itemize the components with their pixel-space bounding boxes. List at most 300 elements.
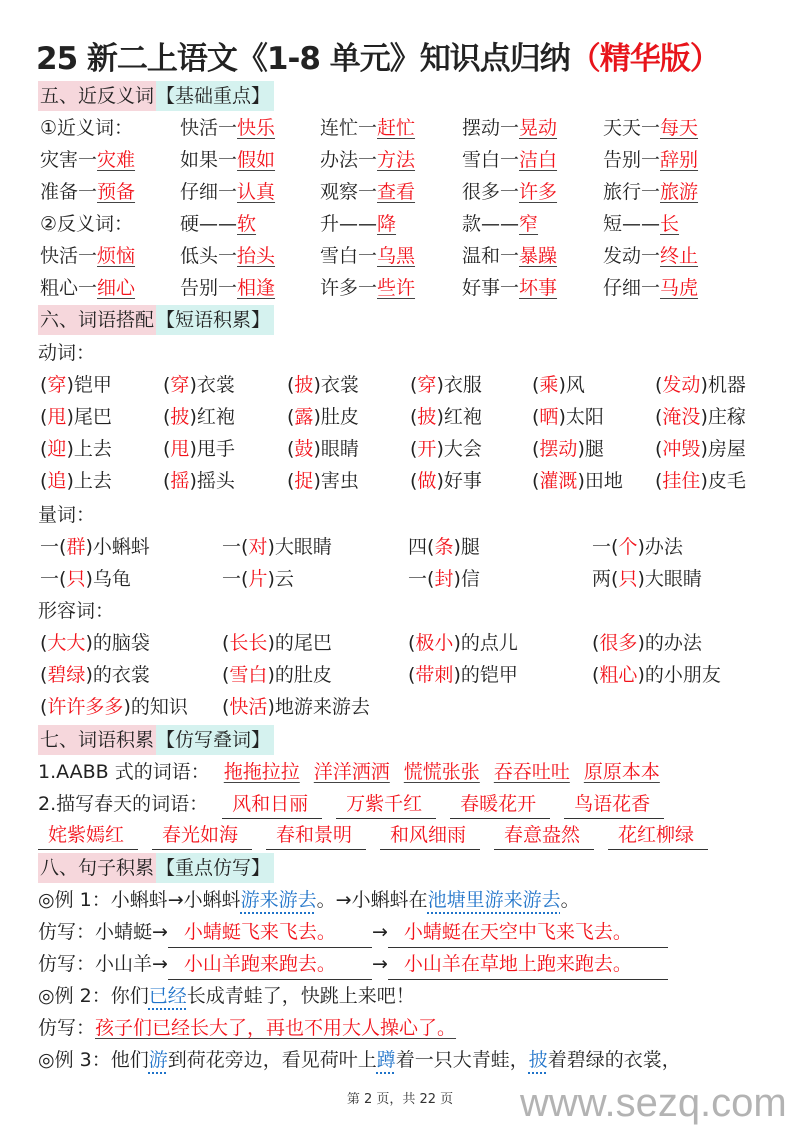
filled-word: 甩 bbox=[47, 406, 67, 428]
answer-word: 预备 bbox=[97, 181, 136, 203]
phrase bbox=[40, 660, 150, 690]
phrase bbox=[40, 434, 112, 464]
paren: ( bbox=[532, 438, 540, 460]
word: 观察一 bbox=[320, 181, 378, 203]
phrase bbox=[222, 564, 294, 594]
word-pair bbox=[603, 145, 698, 175]
phrase-tail: 衣裳 bbox=[196, 374, 235, 396]
paren: ) bbox=[637, 536, 645, 558]
phrase-tail: 的点儿 bbox=[460, 632, 518, 654]
word: 连忙一 bbox=[320, 117, 378, 139]
phrase bbox=[163, 402, 235, 432]
paren: ( bbox=[40, 374, 48, 396]
filled-word: 穿 bbox=[47, 374, 67, 396]
phrase-tail: 上去 bbox=[73, 470, 112, 492]
phrase-tail: 的脑袋 bbox=[92, 632, 150, 654]
filled-word: 只 bbox=[66, 568, 86, 590]
paren: ( bbox=[241, 568, 249, 590]
synonym-antonym-row bbox=[0, 145, 800, 175]
paren: ( bbox=[222, 664, 230, 686]
paren: ) bbox=[436, 470, 444, 492]
filled-word: 大大 bbox=[47, 632, 86, 654]
spring-word: 风和日丽 bbox=[222, 790, 322, 819]
phrase-tail: 的知识 bbox=[130, 696, 188, 718]
synonym-antonym-row bbox=[0, 177, 800, 207]
paren: ) bbox=[558, 406, 566, 428]
paren: ) bbox=[313, 438, 321, 460]
sentence bbox=[38, 885, 580, 915]
section-title: 八、句子积累 bbox=[38, 853, 156, 883]
phrase bbox=[222, 532, 332, 562]
paren: ( bbox=[40, 406, 48, 428]
paren: ) bbox=[453, 536, 461, 558]
phrase-tail: 小蝌蚪 bbox=[92, 536, 150, 558]
answer-word: 查看 bbox=[377, 181, 416, 203]
phrase bbox=[532, 466, 623, 496]
sentence-text: 仿写：小蜻蜓→ bbox=[38, 921, 168, 943]
title-main: 25 新二上语文《1-8 单元》知识点归纳 bbox=[36, 41, 570, 77]
filled-word: 摇 bbox=[170, 470, 190, 492]
paren: ( bbox=[287, 374, 295, 396]
section-header-8 bbox=[38, 853, 274, 883]
word-pair bbox=[603, 209, 679, 239]
spring-word: 鸟语花香 bbox=[564, 790, 664, 819]
phrase-row bbox=[0, 532, 800, 562]
answer-sentence: 小山羊在草地上跑来跑去。 bbox=[388, 949, 668, 980]
phrase bbox=[287, 370, 359, 400]
answer-word: 软 bbox=[237, 213, 257, 235]
word: ②反义词： bbox=[40, 213, 134, 235]
phrase-tail: 上去 bbox=[73, 438, 112, 460]
phrase bbox=[163, 370, 235, 400]
phrase bbox=[592, 660, 721, 690]
filled-word: 对 bbox=[248, 536, 268, 558]
synonym-antonym-row bbox=[0, 209, 800, 239]
emphasized-word: 已经 bbox=[148, 985, 187, 1007]
paren: ) bbox=[267, 568, 275, 590]
sentence-text: ◎例 2：你们 bbox=[38, 985, 149, 1007]
phrase bbox=[655, 466, 746, 496]
spring-word: 花红柳绿 bbox=[608, 821, 708, 850]
phrase-tail: 铠甲 bbox=[73, 374, 112, 396]
section-subtitle: 【短语积累】 bbox=[156, 305, 274, 335]
phrase-tail: 风 bbox=[565, 374, 585, 396]
filled-word: 追 bbox=[47, 470, 67, 492]
phrase bbox=[287, 434, 359, 464]
emphasized-word: 披 bbox=[528, 1049, 548, 1071]
word-pair bbox=[320, 145, 415, 175]
word-pair bbox=[180, 209, 256, 239]
synonym-antonym-row bbox=[0, 113, 800, 143]
phrase-row bbox=[0, 370, 800, 400]
word-pair bbox=[603, 113, 698, 143]
verb-label: 动词： bbox=[38, 342, 96, 364]
aabb-word: 洋洋洒洒 bbox=[313, 761, 390, 783]
paren: ( bbox=[655, 438, 663, 460]
sentence-text: 仿写：小山羊→ bbox=[38, 953, 168, 975]
word-pair bbox=[180, 177, 275, 207]
phrase bbox=[532, 402, 604, 432]
filled-word: 极小 bbox=[415, 632, 454, 654]
prefix: 一 bbox=[40, 568, 60, 590]
answer-word: 赶忙 bbox=[377, 117, 416, 139]
word-pair bbox=[180, 113, 275, 143]
sentence-text: 。→小蝌蚪在 bbox=[316, 889, 428, 911]
filled-word: 片 bbox=[248, 568, 268, 590]
prefix: 一 bbox=[408, 568, 428, 590]
filled-word: 甩 bbox=[170, 438, 190, 460]
spring-word: 春光如海 bbox=[152, 821, 252, 850]
phrase-tail: 甩手 bbox=[196, 438, 235, 460]
aabb-word: 慌慌张张 bbox=[403, 761, 480, 783]
sentence-row bbox=[0, 885, 800, 915]
sentence bbox=[38, 1013, 456, 1043]
phrase-tail: 摇头 bbox=[196, 470, 235, 492]
sentence-row bbox=[0, 917, 800, 947]
aabb-word: 吞吞吐吐 bbox=[493, 761, 570, 783]
sentence-text: ◎例 1：小蝌蚪→小蝌蚪 bbox=[38, 889, 241, 911]
answer-word: 细心 bbox=[97, 277, 136, 299]
word: 如果一 bbox=[180, 149, 238, 171]
paren: ( bbox=[592, 664, 600, 686]
filled-word: 披 bbox=[417, 406, 437, 428]
phrase-tail: 皮毛 bbox=[707, 470, 746, 492]
paren: ) bbox=[123, 696, 131, 718]
phrase-tail: 大会 bbox=[443, 438, 482, 460]
paren: ( bbox=[222, 632, 230, 654]
emphasized-word: 蹲 bbox=[376, 1049, 396, 1071]
paren: ) bbox=[313, 374, 321, 396]
paren: ) bbox=[700, 470, 708, 492]
phrase-tail: 的衣裳 bbox=[92, 664, 150, 686]
phrase bbox=[163, 466, 235, 496]
phrase bbox=[40, 402, 112, 432]
filled-word: 鼓 bbox=[294, 438, 314, 460]
section-title: 七、词语积累 bbox=[38, 725, 156, 755]
aabb-row bbox=[0, 757, 800, 787]
aabb-word: 拖拖拉拉 bbox=[223, 761, 300, 783]
paren: ( bbox=[655, 374, 663, 396]
phrase-tail: 太阳 bbox=[565, 406, 604, 428]
paren: ) bbox=[637, 632, 645, 654]
sentence bbox=[38, 949, 668, 980]
answer-word: 相逢 bbox=[237, 277, 276, 299]
phrase-tail: 的尾巴 bbox=[274, 632, 332, 654]
filled-word: 开 bbox=[417, 438, 437, 460]
sentence-row bbox=[0, 981, 800, 1011]
phrase-tail: 衣裳 bbox=[320, 374, 359, 396]
filled-word: 只 bbox=[618, 568, 638, 590]
sentence-text: 到荷花旁边，看见荷叶上 bbox=[167, 1049, 377, 1071]
phrase-tail: 机器 bbox=[707, 374, 746, 396]
phrase-tail: 大眼睛 bbox=[274, 536, 332, 558]
word: 升—— bbox=[320, 213, 378, 235]
filled-word: 雪白 bbox=[229, 664, 268, 686]
word-pair bbox=[320, 273, 415, 303]
watermark: www.sezq.com bbox=[520, 1081, 787, 1125]
paren: ( bbox=[532, 374, 540, 396]
word: 短—— bbox=[603, 213, 661, 235]
answer-word: 假如 bbox=[237, 149, 276, 171]
word: 雪白一 bbox=[320, 245, 378, 267]
prefix: 四 bbox=[408, 536, 428, 558]
answer-word: 马虎 bbox=[660, 277, 699, 299]
phrase bbox=[655, 434, 746, 464]
word: 发动一 bbox=[603, 245, 661, 267]
word-pair bbox=[180, 241, 275, 271]
filled-word: 个 bbox=[618, 536, 638, 558]
phrase-tail: 腿 bbox=[460, 536, 480, 558]
word-pair bbox=[180, 273, 275, 303]
phrase bbox=[655, 402, 746, 432]
paren: ( bbox=[408, 664, 416, 686]
phrase bbox=[408, 628, 518, 658]
word-pair bbox=[180, 145, 275, 175]
sentence-text: ◎例 3：他们 bbox=[38, 1049, 149, 1071]
spring-word: 和风细雨 bbox=[380, 821, 480, 850]
word-pair bbox=[462, 209, 538, 239]
paren: ) bbox=[85, 664, 93, 686]
word-pair bbox=[603, 241, 698, 271]
paren: ) bbox=[267, 696, 275, 718]
word: 款—— bbox=[462, 213, 520, 235]
phrase-tail: 乌龟 bbox=[92, 568, 131, 590]
spring-label: 2.描写春天的词语： bbox=[38, 793, 209, 815]
word: 很多一 bbox=[462, 181, 520, 203]
paren: ( bbox=[611, 536, 619, 558]
filled-word: 披 bbox=[294, 374, 314, 396]
paren: ( bbox=[427, 536, 435, 558]
phrase-row bbox=[0, 466, 800, 496]
phrase bbox=[40, 628, 150, 658]
filled-word: 发动 bbox=[662, 374, 701, 396]
paren: ) bbox=[558, 374, 566, 396]
filled-word: 带刺 bbox=[415, 664, 454, 686]
section-header-6 bbox=[38, 305, 274, 335]
answer-word: 窄 bbox=[519, 213, 539, 235]
phrase bbox=[40, 564, 131, 594]
phrase-tail: 尾巴 bbox=[73, 406, 112, 428]
word: 好事一 bbox=[462, 277, 520, 299]
spring-row bbox=[0, 789, 800, 819]
paren: ( bbox=[40, 632, 48, 654]
word: 办法一 bbox=[320, 149, 378, 171]
paren: ( bbox=[40, 470, 48, 492]
aabb-word: 原原本本 bbox=[583, 761, 660, 783]
paren: ) bbox=[313, 406, 321, 428]
spring-line bbox=[38, 789, 664, 819]
section-title: 五、近反义词 bbox=[38, 81, 156, 111]
emphasized-word: 池塘里游来游去 bbox=[427, 889, 561, 911]
phrase bbox=[287, 466, 359, 496]
sentence-text: → bbox=[371, 921, 388, 943]
paren: ) bbox=[66, 374, 74, 396]
paren: ) bbox=[85, 632, 93, 654]
answer-sentence: 小蜻蜓飞来飞去。 bbox=[168, 917, 372, 948]
paren: ) bbox=[453, 568, 461, 590]
sentence bbox=[38, 981, 415, 1011]
answer-word: 认真 bbox=[237, 181, 276, 203]
answer-word: 乌黑 bbox=[377, 245, 416, 267]
filled-word: 很多 bbox=[599, 632, 638, 654]
phrase bbox=[222, 628, 332, 658]
prefix: 两 bbox=[592, 568, 612, 590]
filled-word: 摆动 bbox=[539, 438, 578, 460]
phrase-tail: 办法 bbox=[644, 536, 683, 558]
phrase bbox=[163, 434, 235, 464]
word-pair bbox=[40, 113, 133, 143]
spring-word: 万紫千红 bbox=[336, 790, 436, 819]
word-pair bbox=[320, 113, 415, 143]
paren: ) bbox=[700, 438, 708, 460]
filled-word: 长长 bbox=[229, 632, 268, 654]
phrase-row bbox=[0, 692, 800, 722]
word-pair bbox=[40, 145, 135, 175]
answer-word: 长 bbox=[660, 213, 680, 235]
filled-word: 冲毁 bbox=[662, 438, 701, 460]
paren: ) bbox=[700, 374, 708, 396]
phrase-row bbox=[0, 660, 800, 690]
filled-word: 露 bbox=[294, 406, 314, 428]
word-pair bbox=[320, 177, 415, 207]
section-subtitle: 【基础重点】 bbox=[156, 81, 274, 111]
paren: ( bbox=[532, 406, 540, 428]
phrase-tail: 的办法 bbox=[644, 632, 702, 654]
paren: ( bbox=[410, 374, 418, 396]
paren: ( bbox=[59, 568, 67, 590]
answer-word: 洁白 bbox=[519, 149, 558, 171]
sentence-text: 着一只大青蛙， bbox=[395, 1049, 529, 1071]
phrase-tail: 眼睛 bbox=[320, 438, 359, 460]
answer-word: 旅游 bbox=[660, 181, 699, 203]
paren: ( bbox=[59, 536, 67, 558]
paren: ( bbox=[427, 568, 435, 590]
answer-sentence: 小蜻蜓在天空中飞来飞去。 bbox=[388, 917, 668, 948]
phrase-tail: 衣服 bbox=[443, 374, 482, 396]
word: 硬—— bbox=[180, 213, 238, 235]
word: 快活一 bbox=[180, 117, 238, 139]
spring-word: 姹紫嫣红 bbox=[38, 821, 138, 850]
phrase bbox=[655, 370, 746, 400]
prefix: 一 bbox=[40, 536, 60, 558]
word-pair bbox=[462, 113, 557, 143]
sentence-text: 仿写： bbox=[38, 1017, 96, 1039]
phrase bbox=[532, 434, 604, 464]
paren: ) bbox=[313, 470, 321, 492]
sentence-row bbox=[0, 1045, 800, 1075]
word: 雪白一 bbox=[462, 149, 520, 171]
word-pair bbox=[462, 145, 557, 175]
filled-word: 封 bbox=[434, 568, 454, 590]
paren: ) bbox=[436, 374, 444, 396]
phrase-row bbox=[0, 402, 800, 432]
paren: ) bbox=[85, 568, 93, 590]
phrase bbox=[408, 660, 518, 690]
title-edition: （精华版） bbox=[569, 41, 720, 77]
paren: ( bbox=[287, 438, 295, 460]
paren: ) bbox=[436, 406, 444, 428]
paren: ) bbox=[453, 664, 461, 686]
phrase bbox=[410, 370, 482, 400]
paren: ) bbox=[637, 568, 645, 590]
filled-word: 淹没 bbox=[662, 406, 701, 428]
word: 告别一 bbox=[603, 149, 661, 171]
answer-word: 终止 bbox=[660, 245, 699, 267]
phrase bbox=[592, 532, 683, 562]
phrase-row bbox=[0, 628, 800, 658]
answer-word: 灾难 bbox=[97, 149, 136, 171]
filled-word: 披 bbox=[170, 406, 190, 428]
aabb-line bbox=[38, 757, 660, 787]
sentence-text: 着碧绿的衣裳， bbox=[547, 1049, 681, 1071]
phrase bbox=[592, 564, 702, 594]
phrase-tail: 云 bbox=[274, 568, 294, 590]
emphasized-word: 游来游去 bbox=[240, 889, 317, 911]
filled-word: 灌溉 bbox=[539, 470, 578, 492]
answer-sentence: 孩子们已经长大了，再也不用大人操心了。 bbox=[95, 1017, 457, 1039]
word-pair bbox=[40, 177, 135, 207]
prefix: 一 bbox=[592, 536, 612, 558]
section-header-5 bbox=[38, 81, 274, 111]
emphasized-word: 游 bbox=[148, 1049, 168, 1071]
paren: ( bbox=[655, 406, 663, 428]
paren: ) bbox=[577, 438, 585, 460]
answer-word: 些许 bbox=[377, 277, 416, 299]
paren: ( bbox=[163, 470, 171, 492]
phrase-tail: 大眼睛 bbox=[644, 568, 702, 590]
paren: ( bbox=[163, 374, 171, 396]
word-pair bbox=[462, 241, 557, 271]
phrase-tail: 田地 bbox=[584, 470, 623, 492]
sentence-text: 。 bbox=[560, 889, 580, 911]
paren: ) bbox=[267, 632, 275, 654]
phrase bbox=[287, 402, 359, 432]
phrase-row bbox=[0, 434, 800, 464]
answer-sentence: 小山羊跑来跑去。 bbox=[168, 949, 372, 980]
aabb-label: 1.AABB 式的词语： bbox=[38, 761, 210, 783]
word: 仔细一 bbox=[603, 277, 661, 299]
filled-word: 捉 bbox=[294, 470, 314, 492]
filled-word: 穿 bbox=[170, 374, 190, 396]
word-pair bbox=[320, 241, 415, 271]
answer-word: 辞别 bbox=[660, 149, 699, 171]
filled-word: 迎 bbox=[47, 438, 67, 460]
paren: ( bbox=[655, 470, 663, 492]
sentence-text: 长成青蛙了，快跳上来吧！ bbox=[186, 985, 415, 1007]
word-pair bbox=[40, 273, 135, 303]
word-pair bbox=[40, 209, 133, 239]
synonym-antonym-row bbox=[0, 273, 800, 303]
page-footer: 第 2 页，共 22 页 bbox=[346, 1092, 454, 1107]
phrase bbox=[532, 370, 585, 400]
prefix: 一 bbox=[222, 568, 242, 590]
paren: ( bbox=[40, 696, 48, 718]
prefix: 一 bbox=[222, 536, 242, 558]
section-subtitle: 【仿写叠词】 bbox=[156, 725, 274, 755]
sentence bbox=[38, 1045, 681, 1075]
sentence-row bbox=[0, 1013, 800, 1043]
paren: ) bbox=[637, 664, 645, 686]
paren: ( bbox=[592, 632, 600, 654]
paren: ) bbox=[189, 470, 197, 492]
phrase bbox=[410, 434, 482, 464]
sentence-text: → bbox=[371, 953, 388, 975]
paren: ) bbox=[189, 406, 197, 428]
word: 低头一 bbox=[180, 245, 238, 267]
paren: ) bbox=[267, 536, 275, 558]
phrase-tail: 的小朋友 bbox=[644, 664, 721, 686]
phrase-tail: 的铠甲 bbox=[460, 664, 518, 686]
